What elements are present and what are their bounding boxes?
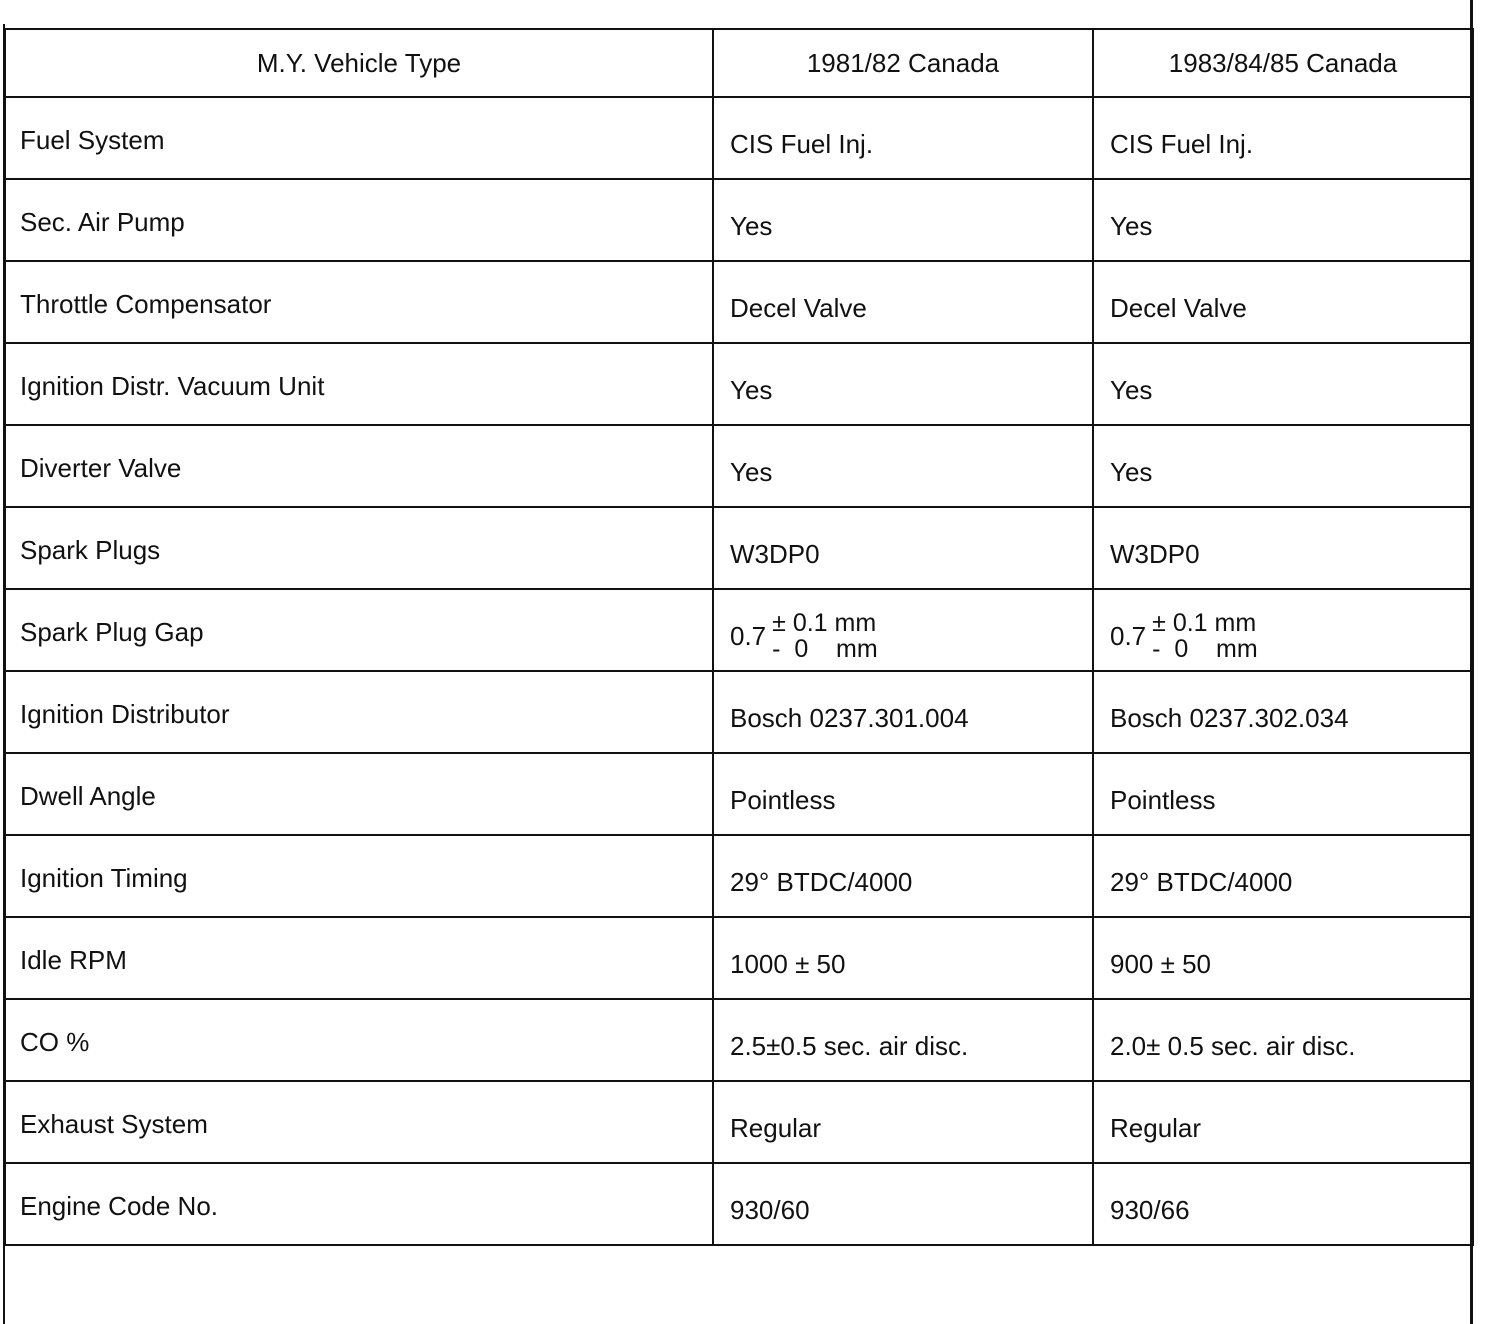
value-cell bbox=[713, 753, 1093, 835]
row-label: Ignition Distributor bbox=[20, 699, 230, 729]
value-cell bbox=[1093, 999, 1473, 1081]
spark-plug-gap-tolerance bbox=[730, 610, 878, 663]
row-label-cell bbox=[5, 999, 713, 1081]
value-1983-85: Yes bbox=[1110, 457, 1153, 487]
row-label: Throttle Compensator bbox=[20, 289, 272, 319]
value-cell bbox=[713, 425, 1093, 507]
value-cell bbox=[713, 1163, 1093, 1245]
value-cell bbox=[1093, 753, 1473, 835]
table-row bbox=[5, 671, 1473, 753]
row-label: Sec. Air Pump bbox=[20, 207, 185, 237]
value-1983-85: 900 ± 50 bbox=[1110, 949, 1212, 979]
value-cell bbox=[713, 835, 1093, 917]
value-1983-85: 29° BTDC/4000 bbox=[1110, 867, 1293, 897]
header-row bbox=[5, 29, 1473, 97]
value-1981-82: Bosch 0237.301.004 bbox=[730, 703, 969, 733]
value-cell bbox=[1093, 1163, 1473, 1245]
value-cell bbox=[713, 261, 1093, 343]
value-1981-82: Regular bbox=[730, 1113, 822, 1143]
value-1981-82: CIS Fuel Inj. bbox=[730, 129, 874, 159]
table-row bbox=[5, 917, 1473, 999]
row-label: Dwell Angle bbox=[20, 781, 156, 811]
row-label-cell bbox=[5, 1163, 713, 1245]
empty-footer-area bbox=[4, 1262, 1470, 1324]
value-1981-82: 1000 ± 50 bbox=[730, 949, 846, 979]
value-1983-85: Regular bbox=[1110, 1113, 1202, 1143]
value-cell bbox=[713, 1081, 1093, 1163]
value-cell bbox=[713, 589, 1093, 671]
value-cell bbox=[713, 179, 1093, 261]
row-label: Fuel System bbox=[20, 125, 165, 155]
header-1983-84-85-canada: 1983/84/85 Canada bbox=[1093, 29, 1473, 97]
gap-upper-tolerance: ± 0.1 mm bbox=[1152, 609, 1257, 637]
row-label-cell bbox=[5, 261, 713, 343]
value-1981-82: Pointless bbox=[730, 785, 836, 815]
value-1983-85: 930/66 bbox=[1110, 1195, 1190, 1225]
value-1983-85: Bosch 0237.302.034 bbox=[1110, 703, 1349, 733]
value-1983-85: CIS Fuel Inj. bbox=[1110, 129, 1254, 159]
value-cell bbox=[1093, 97, 1473, 179]
row-label-cell bbox=[5, 343, 713, 425]
value-cell bbox=[1093, 507, 1473, 589]
value-cell bbox=[1093, 671, 1473, 753]
value-1981-82: Decel Valve bbox=[730, 293, 867, 323]
row-label-cell bbox=[5, 917, 713, 999]
gap-tolerance-stack bbox=[772, 610, 878, 663]
value-cell bbox=[713, 343, 1093, 425]
value-cell bbox=[1093, 425, 1473, 507]
value-cell bbox=[1093, 261, 1473, 343]
value-cell bbox=[1093, 179, 1473, 261]
row-label: Ignition Distr. Vacuum Unit bbox=[20, 371, 325, 401]
header-vehicle-type: M.Y. Vehicle Type bbox=[5, 29, 713, 97]
value-cell bbox=[713, 97, 1093, 179]
row-label-cell bbox=[5, 589, 713, 671]
table-row bbox=[5, 1081, 1473, 1163]
table-row bbox=[5, 999, 1473, 1081]
table-row bbox=[5, 589, 1473, 671]
gap-base-value: 0.7 bbox=[730, 620, 767, 651]
value-1983-85: Decel Valve bbox=[1110, 293, 1247, 323]
header-1981-82-canada: 1981/82 Canada bbox=[713, 29, 1093, 97]
gap-upper-tolerance: ± 0.1 mm bbox=[772, 609, 877, 637]
value-1981-82: 29° BTDC/4000 bbox=[730, 867, 913, 897]
value-1981-82: W3DP0 bbox=[730, 539, 820, 569]
row-label-cell bbox=[5, 835, 713, 917]
row-label-cell bbox=[5, 753, 713, 835]
gap-base-value: 0.7 bbox=[1110, 620, 1147, 651]
value-1981-82: Yes bbox=[730, 457, 773, 487]
row-label-cell bbox=[5, 425, 713, 507]
table-row bbox=[5, 261, 1473, 343]
value-1981-82: 2.5±0.5 sec. air disc. bbox=[730, 1031, 969, 1061]
value-1983-85 bbox=[1094, 590, 1472, 663]
value-cell bbox=[1093, 917, 1473, 999]
value-1981-82: Yes bbox=[730, 211, 773, 241]
table-row bbox=[5, 425, 1473, 507]
value-cell bbox=[713, 671, 1093, 753]
row-label: Ignition Timing bbox=[20, 863, 188, 893]
value-cell bbox=[1093, 835, 1473, 917]
value-1981-82: Yes bbox=[730, 375, 773, 405]
row-label-cell bbox=[5, 179, 713, 261]
table-row bbox=[5, 343, 1473, 425]
value-1981-82: 930/60 bbox=[730, 1195, 810, 1225]
value-cell bbox=[1093, 343, 1473, 425]
row-label-cell bbox=[5, 97, 713, 179]
row-label-cell bbox=[5, 671, 713, 753]
gap-lower-tolerance: - 0 mm bbox=[772, 635, 878, 664]
value-cell bbox=[713, 917, 1093, 999]
row-label: CO % bbox=[20, 1027, 90, 1057]
table-row bbox=[5, 835, 1473, 917]
table-row bbox=[5, 97, 1473, 179]
spark-plug-gap-tolerance bbox=[1110, 610, 1258, 663]
value-1983-85: Pointless bbox=[1110, 785, 1216, 815]
row-label: Idle RPM bbox=[20, 945, 127, 975]
row-label: Engine Code No. bbox=[20, 1191, 219, 1221]
value-cell bbox=[1093, 1081, 1473, 1163]
value-1981-82 bbox=[714, 590, 1092, 663]
row-label: Spark Plug Gap bbox=[20, 617, 204, 647]
gap-tolerance-stack bbox=[1152, 610, 1258, 663]
value-cell bbox=[713, 999, 1093, 1081]
row-label-cell bbox=[5, 507, 713, 589]
table-row bbox=[5, 507, 1473, 589]
table-row bbox=[5, 179, 1473, 261]
value-cell bbox=[1093, 589, 1473, 671]
spec-table bbox=[4, 28, 1474, 1246]
row-label-cell bbox=[5, 1081, 713, 1163]
value-1983-85: 2.0± 0.5 sec. air disc. bbox=[1110, 1031, 1356, 1061]
value-1983-85: W3DP0 bbox=[1110, 539, 1200, 569]
gap-lower-tolerance: - 0 mm bbox=[1152, 635, 1258, 664]
value-cell bbox=[713, 507, 1093, 589]
row-label: Diverter Valve bbox=[20, 453, 182, 483]
table-row bbox=[5, 1163, 1473, 1245]
row-label: Exhaust System bbox=[20, 1109, 208, 1139]
table-row bbox=[5, 753, 1473, 835]
row-label: Spark Plugs bbox=[20, 535, 161, 565]
value-1983-85: Yes bbox=[1110, 211, 1153, 241]
value-1983-85: Yes bbox=[1110, 375, 1153, 405]
